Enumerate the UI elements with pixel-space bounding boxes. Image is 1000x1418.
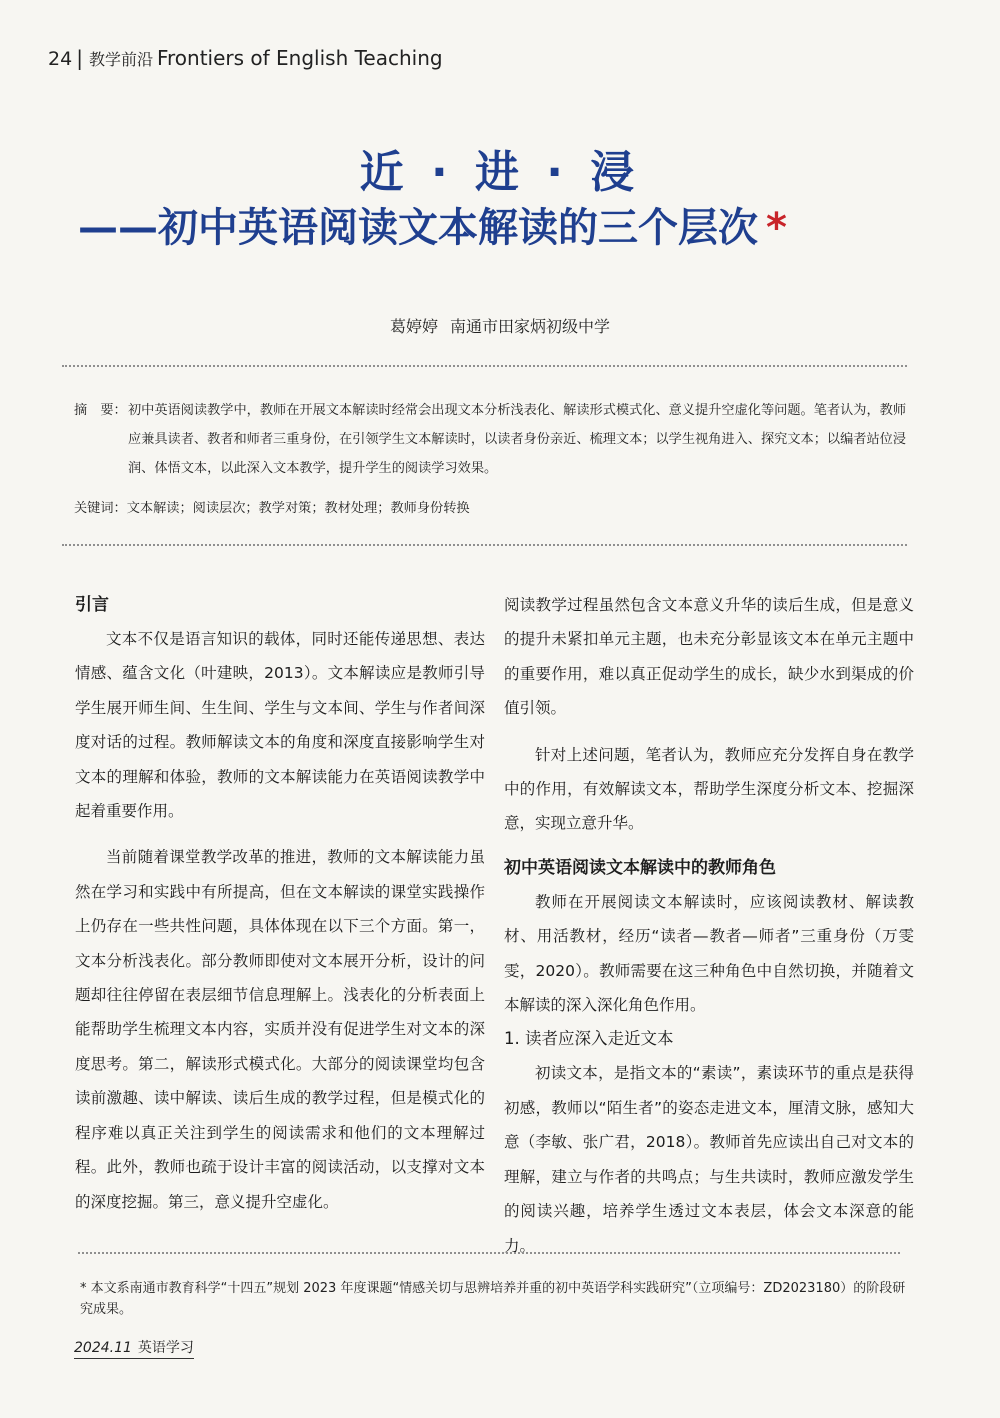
dotted-divider-top: [62, 365, 907, 367]
keywords-line: [74, 497, 914, 516]
paragraph: 当前随着课堂教学改革的推进，教师的文本解读能力虽然在学习和实践中有所提高，但在文本解读的课堂实践操作上仍存在一些共性问题，具体体现在以下三个方面。第一，文本分析浅表化。部分教师即使对文本展开分析，设计的问题却往往停留在表层细节信息理解上。浅表化的分析表面上能帮助学生梳理文本内容，实质并没有促进学生对文本的深度思考。第二，解读形式模式化。大部分的阅读课堂均包含读前激趣、读中解读、读后生成的教学过程，但是模式化的程序难以真正关注到学生的阅读需求和他们的文本理解过程。此外，教师也疏于设计丰富的阅读活动，以支撑对文本的深度挖掘。第三，意义提升空虚化。: [75, 848, 485, 1211]
author-name: 葛婷婷: [389, 317, 438, 336]
article-title-sub: [78, 196, 938, 253]
paragraph: 针对上述问题，笔者认为，教师应充分发挥自身在教学中的作用，有效解读文本，帮助学生深度分析文本、挖掘深意，实现立意升华。: [504, 745, 914, 833]
section-heading-intro: 引言: [75, 595, 109, 615]
section-heading-teacher-role: 初中英语阅读文本解读中的教师角色: [504, 857, 776, 878]
article-subtitle-text: ——初中英语阅读文本解读的三个层次: [78, 205, 758, 251]
paragraph: 初读文本，是指文本的“素读”，素读环节的重点是获得初感，教师以“陌生者”的姿态走进文本，厘清文脉，感知大意（李敏、张广君，2018）。教师首先应读出自己对文本的理解，建立与作者的共鸣点；与生共读时，教师应激发学生的阅读兴趣，培养学生透过文本表层，体会文本深意的能力。: [504, 1064, 914, 1255]
paragraph: 教师在开展阅读文本解读时，应该阅读教材、解读教材、用活教材，经历“读者—教者—师者”三重身份（万雯雯，2020）。教师需要在这三种角色中自然切换，并随着文本解读的深入深化角色作用。: [504, 892, 914, 1015]
keywords-label: 关键词：: [74, 501, 127, 516]
paragraph: 文本不仅是语言知识的载体，同时还能传递思想、表达情感、蕴含文化（叶建映，2013）。文本解读应是教师引导学生展开师生间、生生间、学生与文本间、学生与作者间深度对话的过程。教师解读文本的角度和深度直接影响学生对文本的理解和体验，教师的文本解读能力在英语阅读教学中起着重要作用。: [75, 630, 485, 821]
footnote-star-mark: *: [766, 205, 787, 251]
column-name-en: Frontiers of English Teaching: [156, 46, 443, 70]
column-name-cn: 教学前沿: [88, 50, 153, 69]
header-separator: |: [76, 46, 83, 70]
footnote: * 本文系南通市教育科学“十四五”规划 2023 年度课题“情感关切与思辨培养并重的初中英语学科实践研究”（立项编号：ZD2023180）的阶段研究成果。: [80, 1281, 906, 1317]
abstract-block: [74, 396, 914, 483]
body-column-left: [75, 588, 485, 1219]
issue-number: 2024.11: [74, 1340, 132, 1356]
body-column-right: [504, 588, 914, 1263]
abstract-label: 摘 要：: [74, 403, 127, 418]
paragraph: 阅读教学过程虽然包含文本意义升华的读后生成，但是意义的提升未紧扣单元主题，也未充分彰显该文本在单元主题中的重要作用，难以真正促动学生的成长，缺少水到渠成的价值引领。: [504, 596, 914, 718]
page-number: 24: [48, 48, 73, 70]
magazine-name: 英语学习: [137, 1340, 194, 1356]
article-title-main: 近 · 进 · 浸: [359, 147, 641, 198]
dotted-divider-bottom: [78, 1252, 900, 1254]
page-footer: [74, 1337, 194, 1359]
abstract-text: 初中英语阅读教学中，教师在开展文本解读时经常会出现文本分析浅表化、解读形式模式化、意义提升空虚化等问题。笔者认为，教师应兼具读者、教者和师者三重身份，在引领学生文本解读时，以读者身份亲近、梳理文本；以学生视角进入、探究文本；以编者站位浸润、体悟文本，以此深入文本教学，提升学生的阅读学习效果。: [128, 403, 907, 476]
keywords-text: 文本解读；阅读层次；教学对策；教材处理；教师身份转换: [126, 501, 470, 516]
dotted-divider-mid: [62, 544, 907, 546]
subsection-heading: 1. 读者应深入走近文本: [504, 1029, 674, 1049]
author-line: [0, 314, 1000, 337]
author-school: 南通市田家炳初级中学: [450, 317, 611, 336]
running-header: [48, 46, 443, 70]
